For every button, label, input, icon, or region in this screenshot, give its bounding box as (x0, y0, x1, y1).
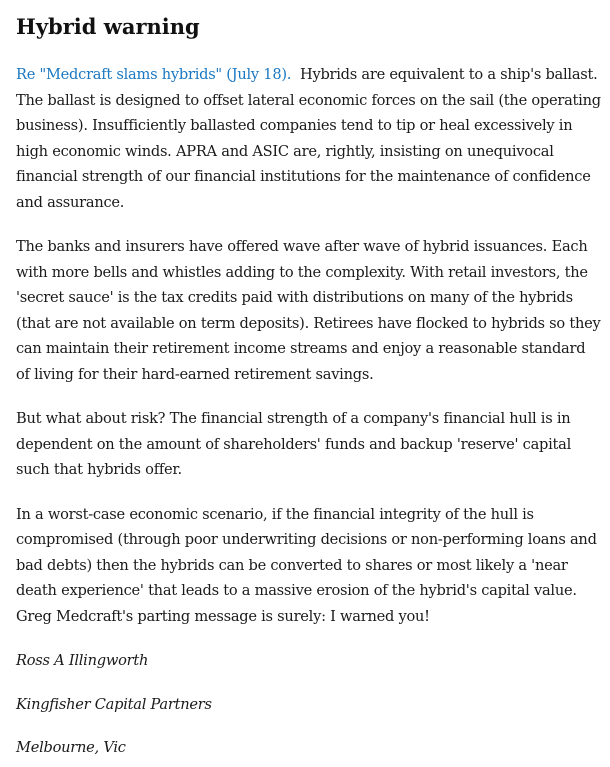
paragraph-intro-text: Hybrids are equivalent to a ship's ballast. The ballast is designed to offset lateral economic forces on the sail (the operating business). Insufficiently ballasted companies tend to tip or heal excessively in high economic winds. APRA and ASIC are, rightly, insisting on unequivocal financial strength of our financial institutions for the maintenance of confidence and assurance. (16, 66, 601, 211)
paragraph-hybrid-issuances: The banks and insurers have offered wave after wave of hybrid issuances. Each with more bells and whistles adding to the complexity. With retail investors, the 'secret sauce' is the tax credits paid with distributions on many of the hybrids (that are not available on term deposits). Retirees have flocked to hybrids so they can maintain their retirement income streams and enjoy a reasonable standard of living for their hard-earned retirement savings. (16, 238, 601, 383)
signature-name: Ross A Illingworth (16, 652, 149, 669)
signature-company: Kingfisher Capital Partners (16, 695, 212, 713)
signature-location: Melbourne, Vic (16, 739, 126, 756)
reference-link[interactable]: Re "Medcraft slams hybrids" (July 18). (16, 66, 292, 83)
paragraph-risk: But what about risk? The financial strength of a company's financial hull is in dependent on the amount of shareholders' funds and backup 'reserve' capital such that hybrids offer. (16, 410, 572, 478)
paragraph-intro (16, 62, 602, 215)
paragraph-worst-case: In a worst-case economic scenario, if the financial integrity of the hull is compromised (through poor underwriting decisions or non-performing loans and bad debts) then the hybrids can be converted to shares or most likely a 'near death experience' that leads to a massive erosion of the hybrid's capital value. (16, 505, 597, 599)
article-title: Hybrid warning (16, 14, 200, 39)
paragraph-parting-message: Greg Medcraft's parting message is surely: I warned you! (16, 607, 430, 625)
